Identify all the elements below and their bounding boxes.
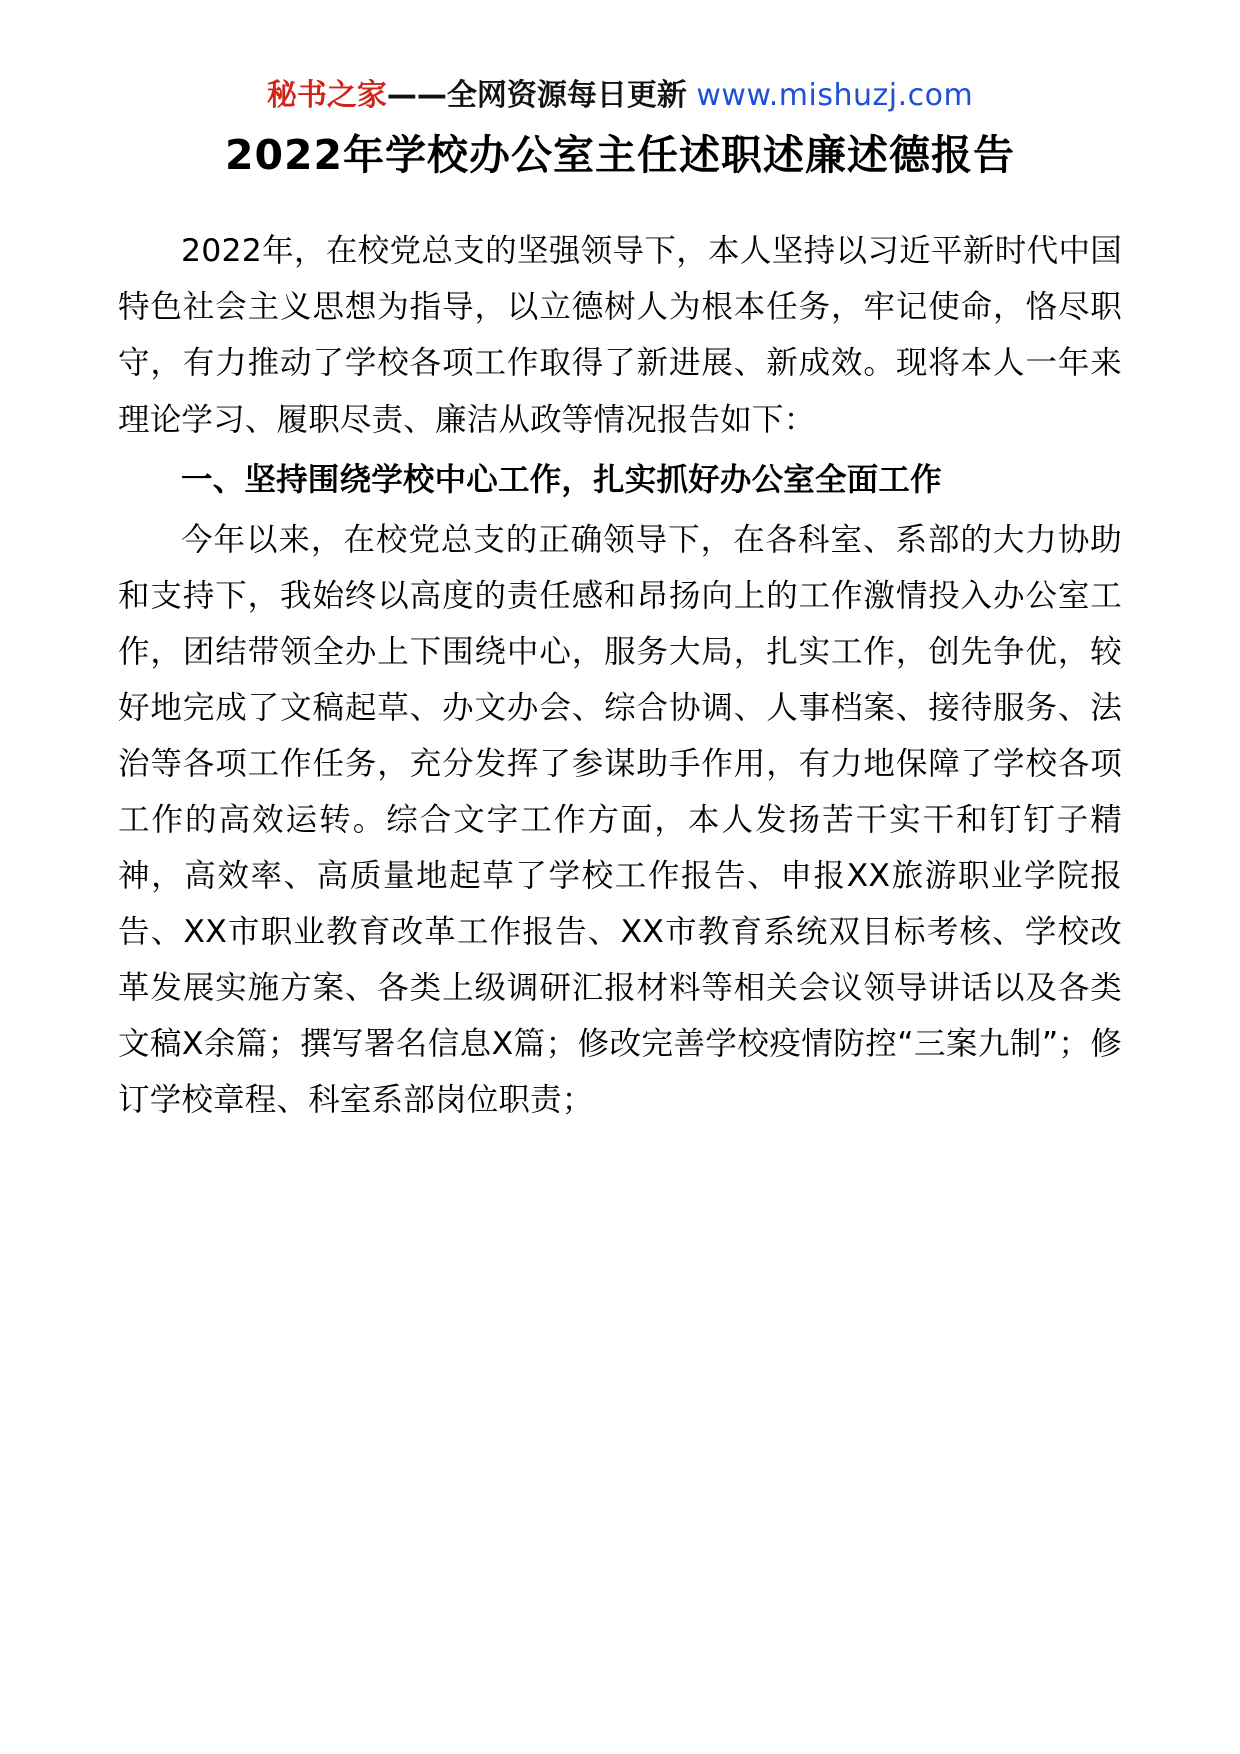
watermark-url: www.mishuzj.com xyxy=(696,78,974,113)
watermark-separator: —— xyxy=(386,78,447,113)
site-watermark xyxy=(118,78,1122,114)
paragraph-section-one-body: 今年以来，在校党总支的正确领导下，在各科室、系部的大力协助和支持下，我始终以高度的责任感和昂扬向上的工作激情投入办公室工作，团结带领全办上下围绕中心，服务大局，扎实工作，创先争优，较好地完成了文稿起草、办文办会、综合协调、人事档案、接待服务、法治等各项工作任务，充分发挥了参谋助手作用，有力地保障了学校各项工作的高效运转。综合文字工作方面，本人发扬苦干实干和钉钉子精神，高效率、高质量地起草了学校工作报告、申报XX旅游职业学院报告、XX市职业教育改革工作报告、XX市教育系统双目标考核、学校改革发展实施方案、各类上级调研汇报材料等相关会议领导讲话以及各类文稿X余篇；撰写署名信息X篇；修改完善学校疫情防控“三案九制”；修订学校章程、科室系部岗位职责； xyxy=(118,521,1122,1119)
watermark-brand: 秘书之家 xyxy=(266,78,387,113)
paragraph-intro: 2022年，在校党总支的坚强领导下，本人坚持以习近平新时代中国特色社会主义思想为指导，以立德树人为根本任务，牢记使命，恪尽职守，有力推动了学校各项工作取得了新进展、新成效。现将本人一年来理论学习、履职尽责、廉洁从政等情况报告如下： xyxy=(118,233,1122,438)
section-heading-one: 一、坚持围绕学校中心工作，扎实抓好办公室全面工作 xyxy=(181,461,942,498)
page-title: 2022年学校办公室主任述职述廉述德报告 xyxy=(224,131,1016,179)
watermark-tagline: 全网资源每日更新 xyxy=(446,78,687,113)
